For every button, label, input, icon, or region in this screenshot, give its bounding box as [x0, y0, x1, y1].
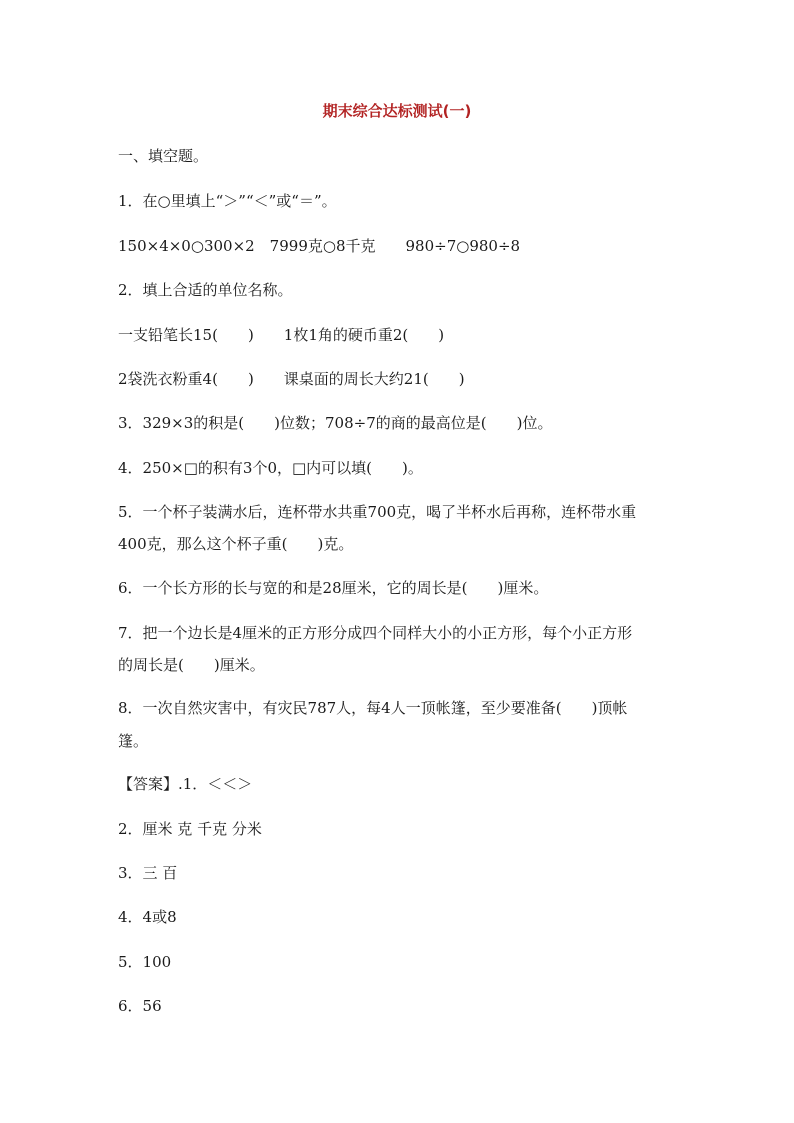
question-7-line-2: 的周长是( )厘米。: [118, 656, 265, 674]
page-title: 期末综合达标测试(一): [322, 102, 472, 120]
answer-2: 2．厘米 克 千克 分米: [118, 820, 262, 838]
question-5-line-1: 5．一个杯子装满水后，连杯带水共重700克，喝了半杯水后再称，连杯带水重: [118, 503, 637, 521]
question-2-line-2: 2袋洗衣粉重4( ) 课桌面的周长大约21( ): [118, 370, 465, 388]
question-3: 3．329×3的积是( )位数；708÷7的商的最高位是( )位。: [118, 414, 553, 432]
question-5-line-2: 400克，那么这个杯子重( )克。: [118, 535, 354, 553]
question-1-expressions: 150×4×0○300×2 7999克○8千克 980÷7○980÷8: [118, 237, 521, 255]
question-2: 2．填上合适的单位名称。: [118, 281, 293, 299]
question-6: 6．一个长方形的长与宽的和是28厘米，它的周长是( )厘米。: [118, 579, 549, 597]
question-2-line-1: 一支铅笔长15( ) 1枚1角的硬币重2( ): [118, 326, 445, 344]
section-heading: 一、填空题。: [118, 147, 209, 165]
answer-3: 3．三 百: [118, 864, 178, 882]
answer-6: 6．56: [118, 997, 162, 1015]
question-7-line-1: 7．把一个边长是4厘米的正方形分成四个同样大小的小正方形，每个小正方形: [118, 624, 633, 642]
question-1: 1．在○里填上“＞”“＜”或“＝”。: [118, 192, 337, 210]
question-8-line-2: 篷。: [118, 732, 149, 750]
question-4: 4．250×□的积有3个0，□内可以填( )。: [118, 459, 423, 477]
question-8-line-1: 8．一次自然灾害中，有灾民787人，每4人一顶帐篷，至少要准备( )顶帐: [118, 699, 628, 717]
answer-1: 【答案】.1．＜＜＞: [118, 775, 253, 793]
answer-5: 5．100: [118, 953, 172, 971]
answer-4: 4．4或8: [118, 908, 177, 926]
